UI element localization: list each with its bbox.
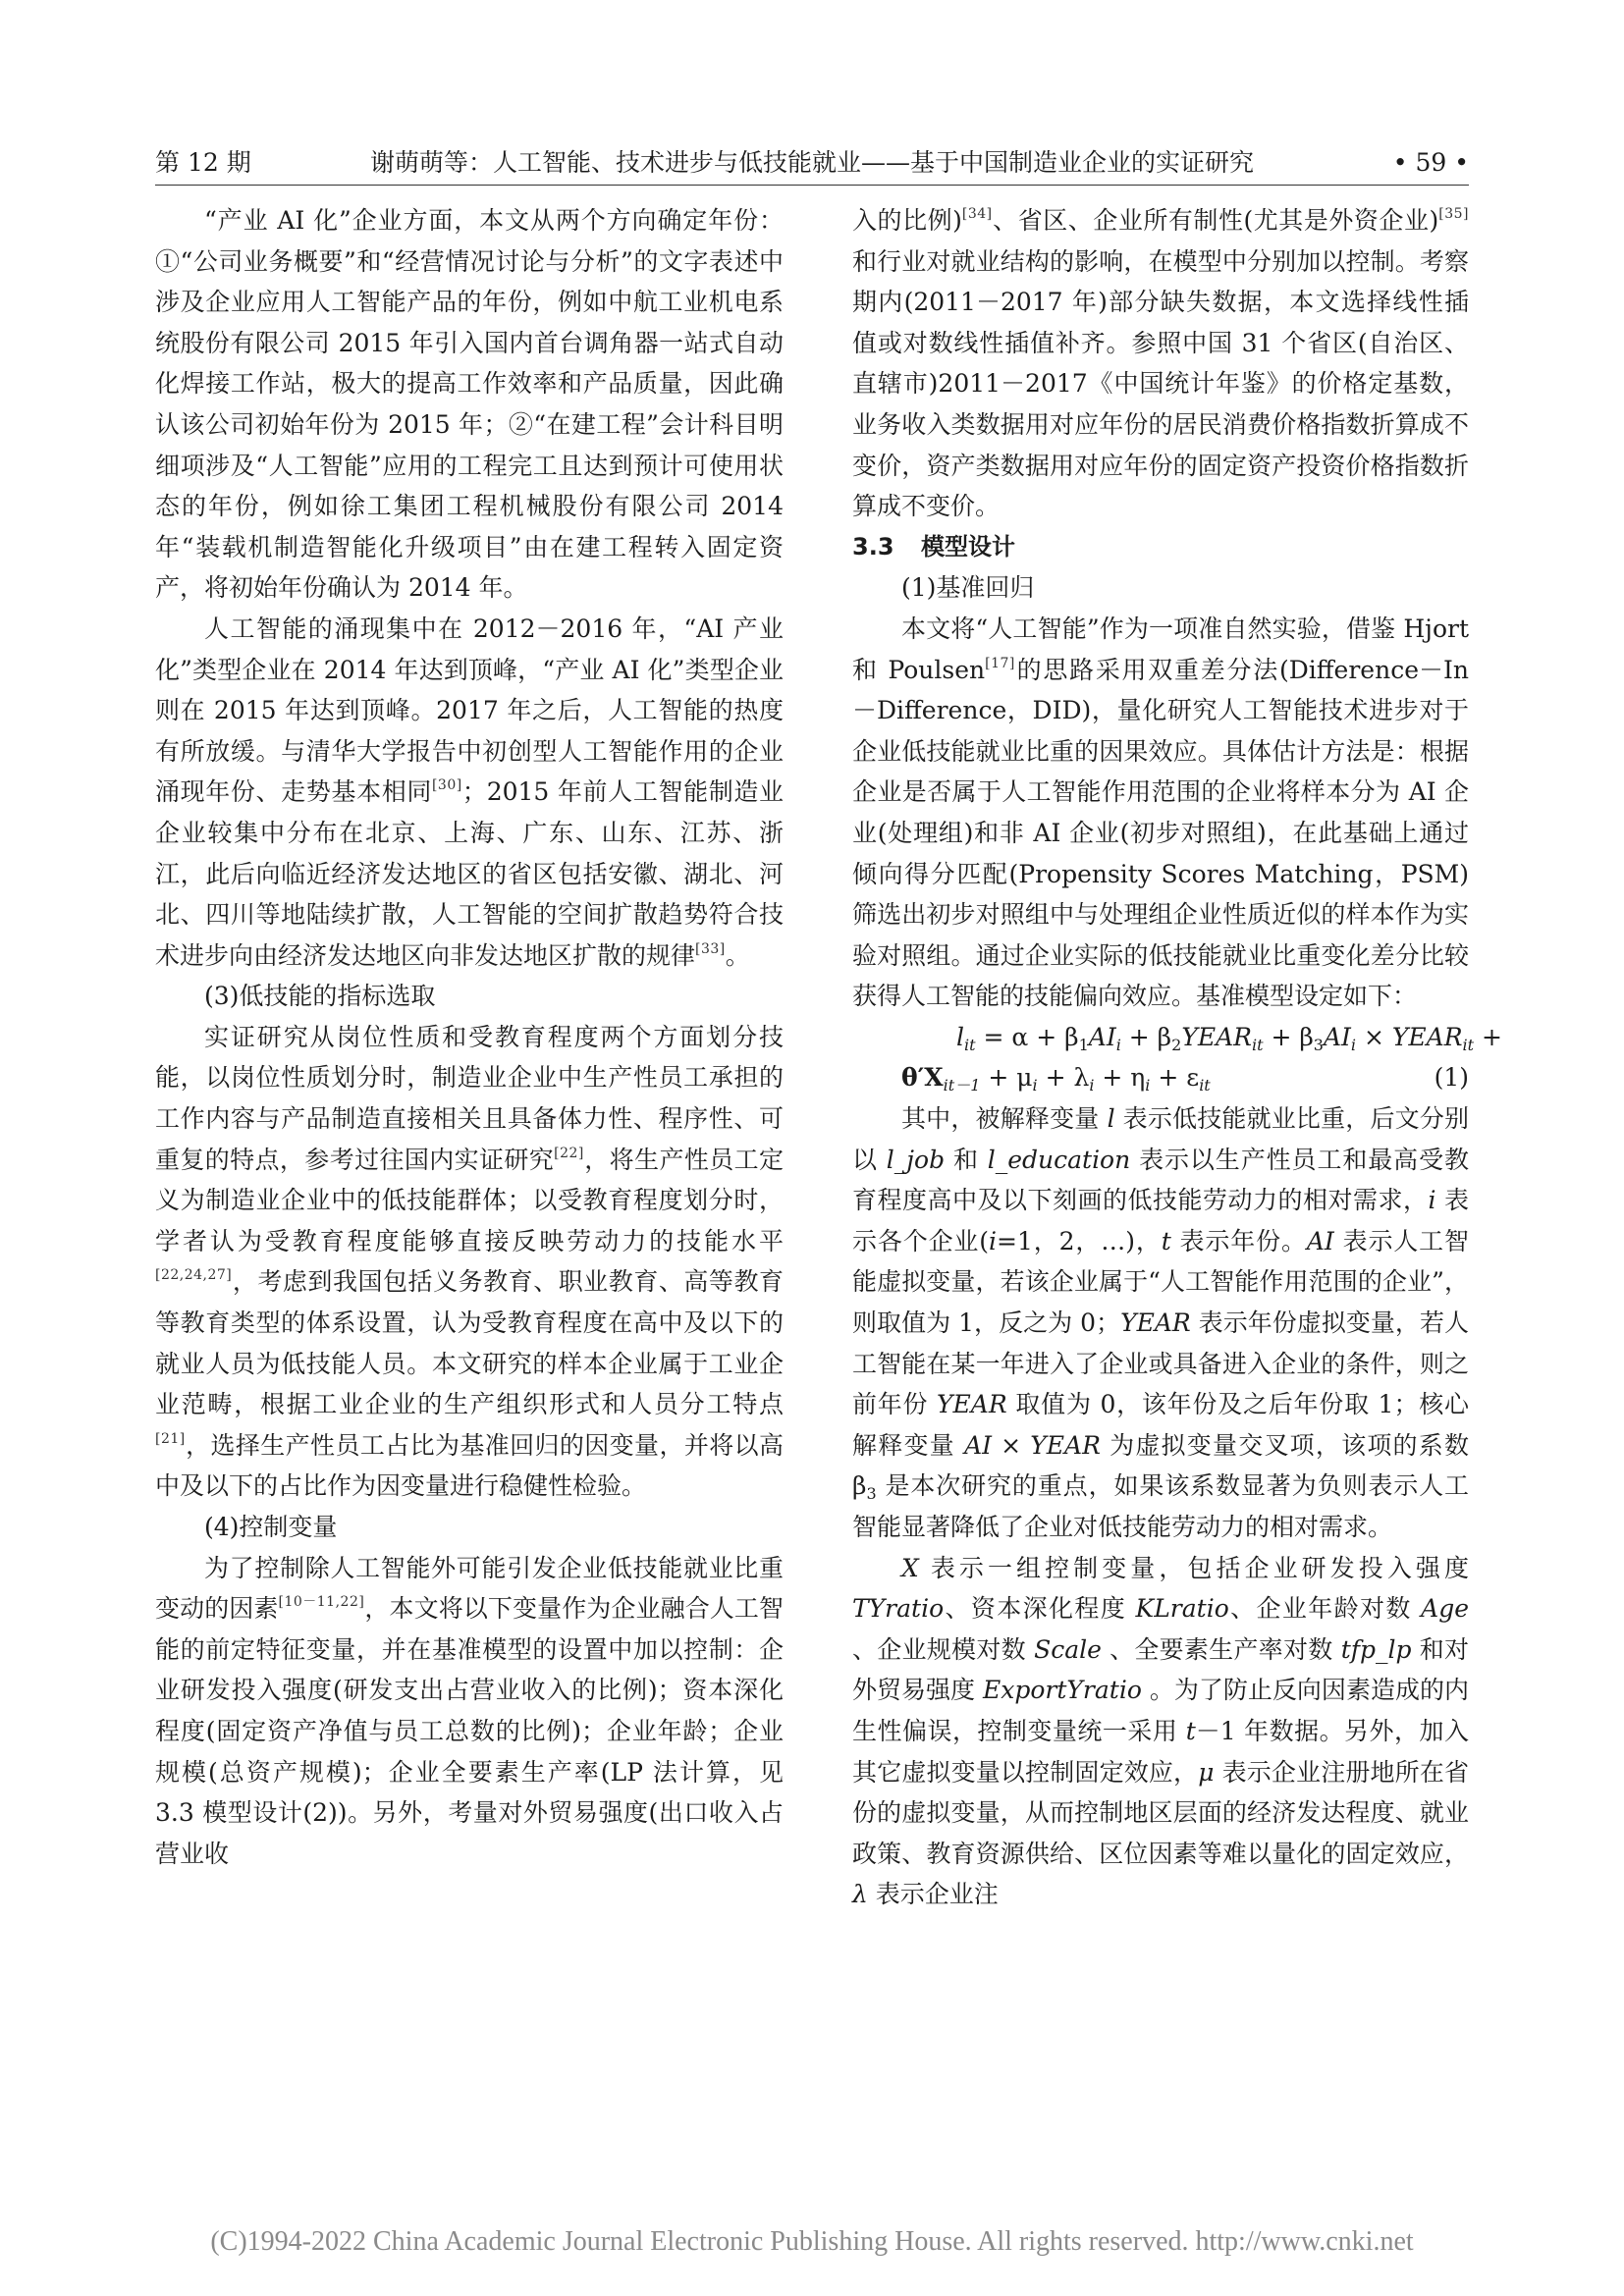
math-variable: l_job [886, 1145, 946, 1174]
math-subscript: 3 [866, 1484, 877, 1504]
citation: [35] [1438, 206, 1469, 222]
citation: [22,24,27] [155, 1267, 233, 1284]
math-variable: AI [964, 1430, 992, 1460]
right-column [852, 200, 1502, 1915]
math-variable: λ [852, 1880, 868, 1909]
subsection-baseline-regression: (1)基准回归 [901, 573, 1035, 603]
math-variable: l [956, 1022, 964, 1051]
math-variable: YEAR [1391, 1022, 1463, 1051]
math-variable: YEAR [1120, 1308, 1191, 1338]
math-subscript: 2 [1171, 1035, 1182, 1054]
math-variable: t [1185, 1716, 1196, 1745]
running-title: 谢萌萌等：人工智能、技术进步与低技能就业——基于中国制造业企业的实证研究 [369, 148, 1254, 177]
math-variable: KLratio [1135, 1594, 1229, 1624]
math-subscript: i [1032, 1076, 1038, 1095]
math-variable: Age [1421, 1594, 1470, 1624]
equation-1 [852, 1017, 1502, 1098]
math-variable: AI [1323, 1022, 1351, 1051]
citation: [34] [961, 206, 993, 222]
section-heading-model-design [852, 527, 1469, 568]
math-variable: i [989, 1226, 998, 1255]
equation-number: (1) [1434, 1063, 1469, 1093]
math-variable: l [1107, 1104, 1115, 1134]
citation: [33] [695, 940, 726, 957]
math-variable: tfp_lp [1340, 1634, 1412, 1664]
math-variable: AI [1088, 1022, 1116, 1051]
left-column [155, 200, 784, 1874]
citation: [17] [985, 655, 1015, 671]
math-subscript: i [1115, 1035, 1121, 1054]
math-variable: X [901, 1553, 919, 1582]
math-subscript: 1 [1078, 1035, 1089, 1054]
math-subscript: i [1089, 1076, 1095, 1095]
paragraph-control-variables: 为了控制除人工智能外可能引发企业低技能就业比重变动的因素[10－11,22]，本文将以下变量作为企业融合人工智能的前定特征变量，并在基准模型的设置中加以控制：企业研发投入强度(研发支出占营业收入的比例)；资本深化程度(固定资产净值与员工总数的比例)；企业年龄；企业规模(总资产规模)；企业全要素生产率(LP 法计算，见 3.3 模型设计(2))。另外，考量对外贸易强度(出口收入占营业收 [155, 1553, 784, 1868]
math-bold: θ′X [901, 1063, 944, 1093]
math-variable: i [1428, 1186, 1436, 1215]
running-header [155, 143, 1469, 183]
math-variable: AI [1306, 1226, 1334, 1255]
equation-line-1: $l_{it} = \alpha + \beta_1AI_i$ + $\beta_2YEAR_{it} + \beta_3AI_i$ × $YEAR_{it}$ + [956, 1022, 1502, 1054]
math-subscript: it [1199, 1076, 1211, 1095]
math-subscript: it [1462, 1035, 1475, 1054]
math-variable: ExportYratio [983, 1676, 1142, 1705]
math-subscript: 3 [1313, 1035, 1324, 1054]
math-subscript: i [1350, 1035, 1357, 1054]
math-subscript: it－1 [943, 1076, 981, 1095]
math-variable: t [1161, 1226, 1171, 1255]
math-variable: YEAR [1181, 1022, 1252, 1051]
equation-line-2 [852, 1057, 1469, 1098]
math-variable: YEAR [937, 1390, 1007, 1419]
paragraph-ai-emergence: 人工智能的涌现集中在 2012－2016 年，“AI 产业化”类型企业在 2014 年达到顶峰，“产业 AI 化”类型企业则在 2015 年达到顶峰。2017 年之后，人工智能的热度有所放缓。与清华大学报告中初创型人工智能作用的企业涌现年份、走势基本相同[30]；2015 年前人工智能制造业企业较集中分布在北京、上海、广东、山东、江苏、浙江，此后向临近经济发达地区的省区包括安徽、湖北、河北、四川等地陆续扩散，人工智能的空间扩散趋势符合技术进步向由经济发达地区向非发达地区扩散的规律[33]。 [155, 614, 784, 970]
paragraph-variable-explanation: 其中，被解释变量 l 表示低技能就业比重，后文分别以 l_job 和 l_education 表示以生产性员工和最高受教育程度高中及以下刻画的低技能劳动力的相对需求，i 表示各个企业(i=1，2，…)，t 表示年份。AI 表示人工智能虚拟变量，若该企业属于“人工智能作用范围的企业”，则取值为 1，反之为 0；YEAR 表示年份虚拟变量，若人工智能在某一年进入了企业或具备进入企业的条件，则之前年份 YEAR 取值为 0，该年份及之后年份取 1；核心解释变量 AI × YEAR 为虚拟变量交叉项，该项的系数 $\beta_3$ 是本次研究的重点，如果该系数显著为负则表示人工智能显著降低了企业对低技能劳动力的相对需求。 [852, 1104, 1470, 1541]
math-variable: μ [1198, 1757, 1215, 1787]
subsection-control-variables: (4)控制变量 [204, 1513, 338, 1541]
math-subscript: it [1251, 1035, 1264, 1054]
paragraph-controls-continued: 入的比例)[34]、省区、企业所有制性(尤其是外资企业)[35]和行业对就业结构的影响，在模型中分别加以控制。考察期内(2011－2017 年)部分缺失数据，本文选择线性插值或对数线性插值补齐。参照中国 31 个省区(自治区、直辖市)2011－2017《中国统计年鉴》的价格定基数，业务收入类数据用对应年份的居民消费价格指数折算成不变价，资产类数据用对应年份的固定资产投资价格指数折算成不变价。 [852, 206, 1469, 521]
paragraph-low-skill-definition: 实证研究从岗位性质和受教育程度两个方面划分技能，以岗位性质划分时，制造业企业中生产性员工承担的工作内容与产品制造直接相关且具备体力性、程序性、可重复的特点，参考过往国内实证研究[22]，将生产性员工定义为制造业企业中的低技能群体；以受教育程度划分时，学者认为受教育程度能够直接反映劳动力的技能水平[22,24,27]，考虑到我国包括义务教育、职业教育、高等教育等教育类型的体系设置，认为受教育程度在高中及以下的就业人员为低技能人员。本文研究的样本企业属于工业企业范畴，根据工业企业的生产组织形式和人员分工特点[21]，选择生产性员工占比为基准回归的因变量，并将以高中及以下的占比作为因变量进行稳健性检验。 [155, 1022, 784, 1501]
math-subscript: i [1145, 1076, 1151, 1095]
math-variable: l_education [987, 1145, 1131, 1174]
equation-line-2-body: $\theta'X_{it-1} + \mu_i + \lambda_i + \eta_i + \varepsilon_{it}$ [901, 1063, 1211, 1095]
citation: [22] [554, 1145, 584, 1161]
paragraph-industry-ai-years: “产业 AI 化”企业方面，本文从两个方向确定年份：①“公司业务概要”和“经营情况讨论与分析”的文字表述中涉及企业应用人工智能产品的年份，例如中航工业机电系统股份有限公司 2015 年引入国内首台调角器一站式自动化焊接工作站，极大的提高工作效率和产品质量，因此确认该公司初始年份为 2015 年；②“在建工程”会计科目明细项涉及“人工智能”应用的工程完工且达到预计可使用状态的年份，例如徐工集团工程机械股份有限公司 2014 年“装载机制造智能化升级项目”由在建工程转入固定资产，将初始年份确认为 2014 年。 [155, 206, 784, 603]
citation: [30] [431, 777, 462, 794]
paragraph-did-method: 本文将“人工智能”作为一项准自然实验，借鉴 Hjort 和 Poulsen[17]的思路采用双重差分法(Difference－In－Difference，DID)，量化研究人工智能技术进步对于企业低技能就业比重的因果效应。具体估计方法是：根据企业是否属于人工智能作用范围的企业将样本分为 AI 企业(处理组)和非 AI 企业(初步对照组)，在此基础上通过倾向得分匹配(Propensity Scores Matching，PSM)筛选出初步对照组中与处理组企业性质近似的样本作为实验对照组。通过企业实际的低技能就业比重变化差分比较获得人工智能的技能偏向效应。基准模型设定如下： [852, 614, 1469, 1011]
citation: [21] [155, 1430, 186, 1447]
paragraph-control-set: X 表示一组控制变量，包括企业研发投入强度 TYratio、资本深化程度 KLratio、企业年龄对数 Age 、企业规模对数 Scale 、全要素生产率对数 tfp_lp 和对外贸易强度 ExportYratio 。为了防止反向因素造成的内生性偏误，控制变量统一采用 t－1 年数据。另外，加入其它虚拟变量以控制固定效应，μ 表示企业注册地所在省份的虚拟变量，从而控制地区层面的经济发达程度、就业政策、教育资源供给、区位因素等难以量化的固定效应，λ 表示企业注 [852, 1553, 1470, 1909]
issue-number: 第 12 期 [155, 148, 251, 177]
page-number: • 59 • [1392, 148, 1469, 177]
math-variable: TYratio [852, 1594, 945, 1624]
subsection-low-skill-indicator: (3)低技能的指标选取 [204, 982, 436, 1011]
math-subscript: it [964, 1035, 976, 1054]
citation: [10－11,22] [278, 1594, 365, 1611]
math-variable: YEAR [1030, 1430, 1101, 1460]
section-number: 3.3 [852, 532, 894, 561]
math-variable: Scale [1034, 1634, 1102, 1664]
header-rule [155, 185, 1469, 186]
copyright-footer: (C)1994-2022 China Academic Journal Electronic Publishing House. All rights reserved. http://www.cnki.net [210, 2226, 1414, 2257]
section-title: 模型设计 [921, 532, 1015, 561]
